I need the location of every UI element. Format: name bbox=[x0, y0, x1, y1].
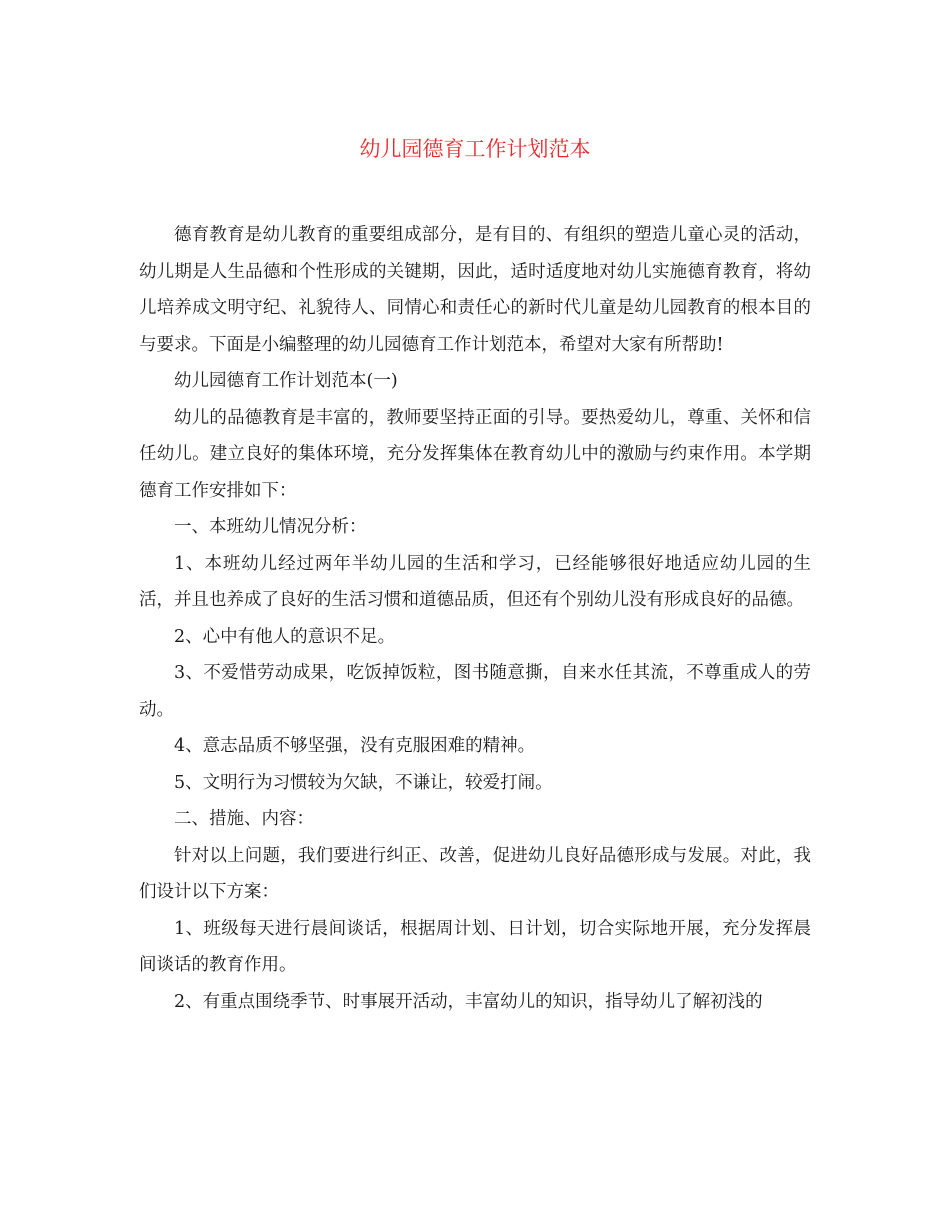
list-item: 5、文明行为习惯较为欠缺，不谦让，较爱打闹。 bbox=[174, 772, 553, 793]
list-item: 2、有重点围绕季节、时事展开活动，丰富幼儿的知识，指导幼儿了解初浅的 bbox=[174, 991, 763, 1012]
subsection-heading: 二、措施、内容： bbox=[174, 809, 314, 829]
document-title: 幼儿园德育工作计划范本 bbox=[359, 137, 591, 161]
subsection-heading: 一、本班幼儿情况分析： bbox=[174, 517, 367, 537]
list-item: 2、心中有他人的意识不足。 bbox=[174, 626, 396, 647]
paragraph-intro: 德育教育是幼儿教育的重要组成部分，是有目的、有组织的塑造儿童心灵的活动，幼儿期是人生品德和个性形成的关键期，因此，适时适度地对幼儿实施德育教育，将幼儿培养成文明守纪、礼貌待人、同情心和责任心的新时代儿童是幼儿园教育的根本目的与要求。下面是小编整理的幼儿园德育工作计划范本，希望对大家有所帮助! bbox=[139, 225, 811, 355]
list-item: 4、意志品质不够坚强，没有克服困难的精神。 bbox=[174, 736, 536, 756]
section-heading-1: 幼儿园德育工作计划范本(一) bbox=[174, 371, 398, 391]
paragraph: 针对以上问题，我们要进行纠正、改善，促进幼儿良好品德形成与发展。对此，我们设计以下方案： bbox=[139, 845, 811, 902]
document-body bbox=[139, 217, 811, 1020]
paragraph: 幼儿的品德教育是丰富的，教师要坚持正面的引导。要热爱幼儿，尊重、关怀和信任幼儿。建立良好的集体环境，充分发挥集体在教育幼儿中的激励与约束作用。本学期德育工作安排如下： bbox=[139, 407, 811, 501]
list-item: 3、不爱惜劳动成果，吃饭掉饭粒，图书随意撕，自来水任其流，不尊重成人的劳动。 bbox=[139, 663, 811, 720]
list-item: 1、班级每天进行晨间谈话，根据周计划、日计划，切合实际地开展，充分发挥晨间谈话的教育作用。 bbox=[139, 918, 811, 975]
list-item: 1、本班幼儿经过两年半幼儿园的生活和学习，已经能够很好地适应幼儿园的生活，并且也养成了良好的生活习惯和道德品质，但还有个别幼儿没有形成良好的品德。 bbox=[139, 553, 811, 610]
